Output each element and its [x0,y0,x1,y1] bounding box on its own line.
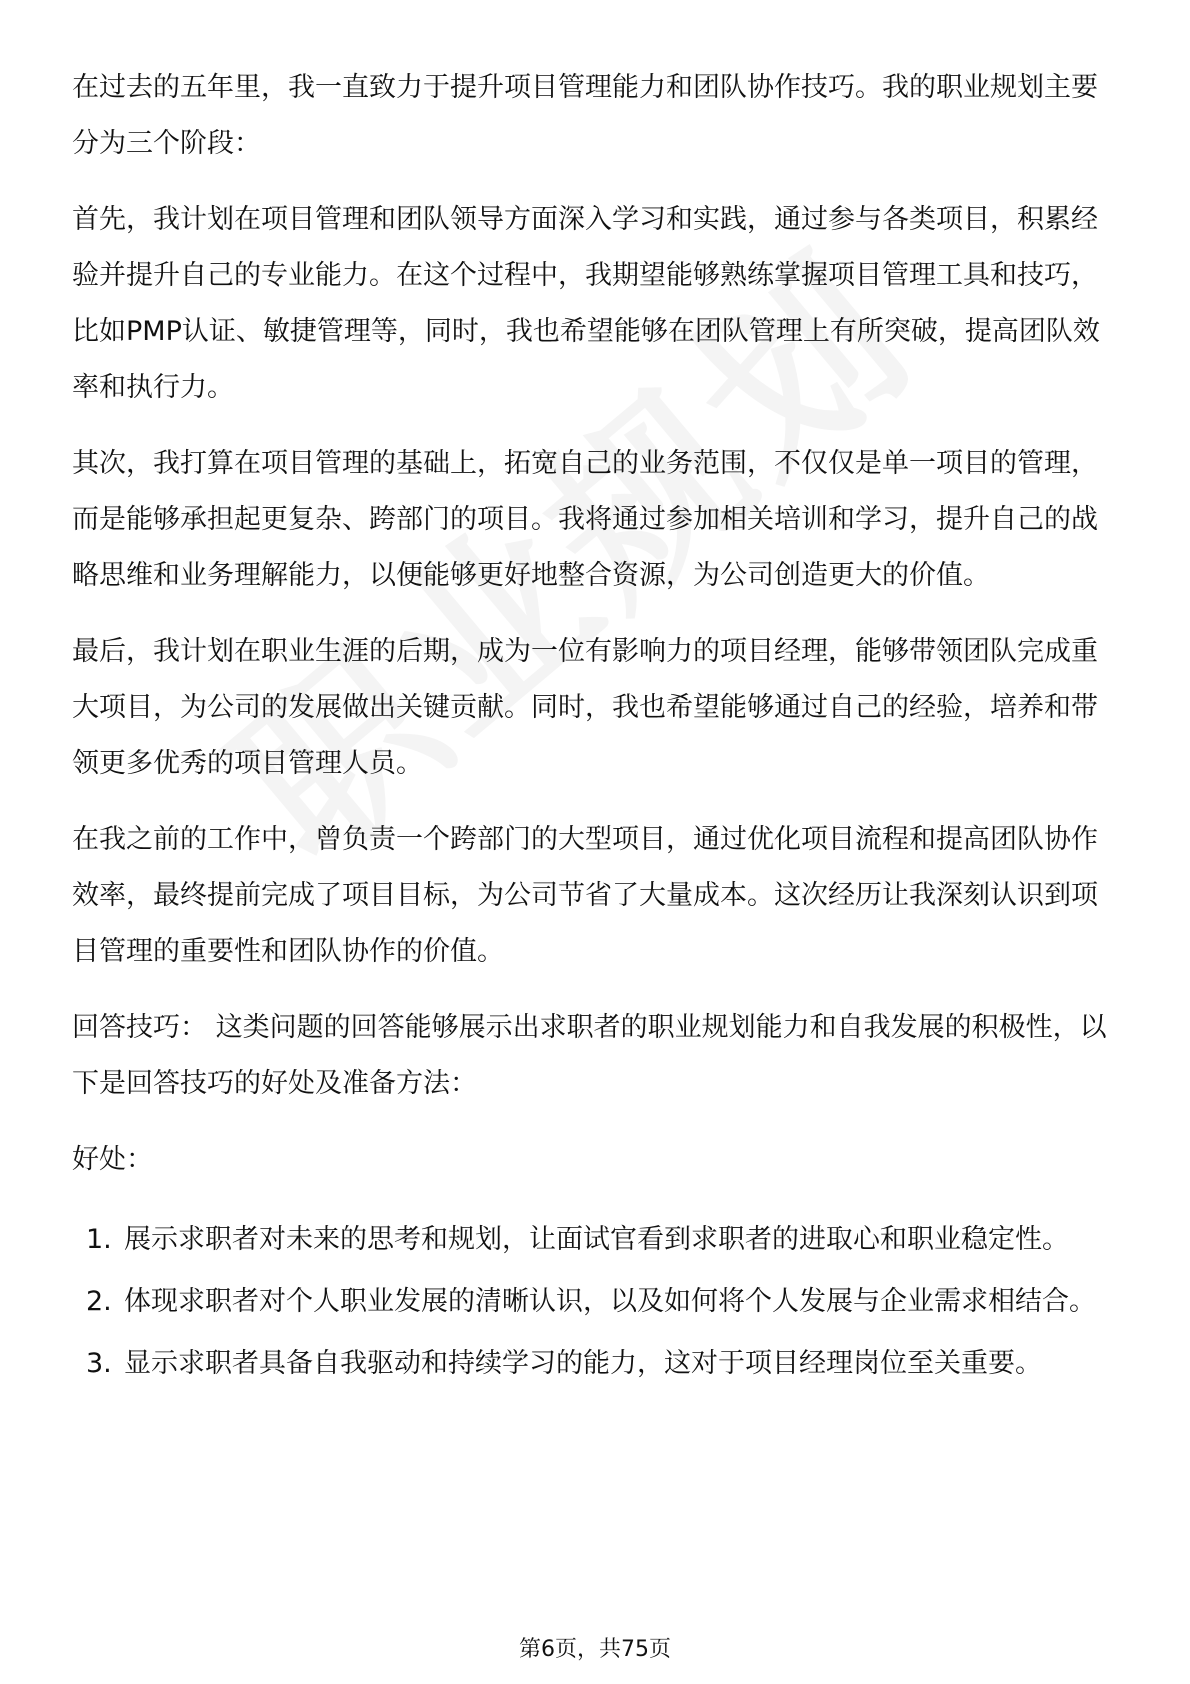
list-item [72,1336,1118,1392]
benefits-list [72,1212,1118,1392]
document-body [72,60,1118,1398]
paragraph-experience: 在我之前的工作中，曾负责一个跨部门的大型项目，通过优化项目流程和提高团队协作效率，最终提前完成了项目目标，为公司节省了大量成本。这次经历让我深刻认识到项目管理的重要性和团队协作的价值。 [72,824,1098,967]
list-item [72,1274,1118,1330]
list-item-text: 体现求职者对个人职业发展的清晰认识，以及如何将个人发展与企业需求相结合。 [124,1286,1096,1317]
benefits-heading: 好处： [72,1144,153,1175]
list-item [72,1212,1118,1268]
paragraph-second-stage: 其次，我打算在项目管理的基础上，拓宽自己的业务范围，不仅仅是单一项目的管理，而是能够承担起更复杂、跨部门的项目。我将通过参加相关培训和学习，提升自己的战略思维和业务理解能力，以便能够更好地整合资源，为公司创造更大的价值。 [72,448,1098,591]
list-item-number: 1. [86,1224,112,1255]
paragraph-first-stage: 首先，我计划在项目管理和团队领导方面深入学习和实践，通过参与各类项目，积累经验并提升自己的专业能力。在这个过程中，我期望能够熟练掌握项目管理工具和技巧，比如PMP认证、敏捷管理等，同时，我也希望能够在团队管理上有所突破，提高团队效率和执行力。 [72,204,1100,403]
page-footer: 第6页，共75页 [519,1637,671,1662]
list-item-text: 展示求职者对未来的思考和规划，让面试官看到求职者的进取心和职业稳定性。 [124,1224,1069,1255]
list-item-number: 3. [86,1348,112,1379]
list-item-number: 2. [86,1286,112,1317]
paragraph-intro: 在过去的五年里，我一直致力于提升项目管理能力和团队协作技巧。我的职业规划主要分为三个阶段： [72,72,1098,159]
paragraph-final-stage: 最后，我计划在职业生涯的后期，成为一位有影响力的项目经理，能够带领团队完成重大项目，为公司的发展做出关键贡献。同时，我也希望能够通过自己的经验，培养和带领更多优秀的项目管理人员。 [72,636,1098,779]
list-item-text: 显示求职者具备自我驱动和持续学习的能力，这对于项目经理岗位至关重要。 [124,1348,1042,1379]
paragraph-answer-tips: 回答技巧： 这类问题的回答能够展示出求职者的职业规划能力和自我发展的积极性，以下是回答技巧的好处及准备方法： [72,1012,1107,1099]
